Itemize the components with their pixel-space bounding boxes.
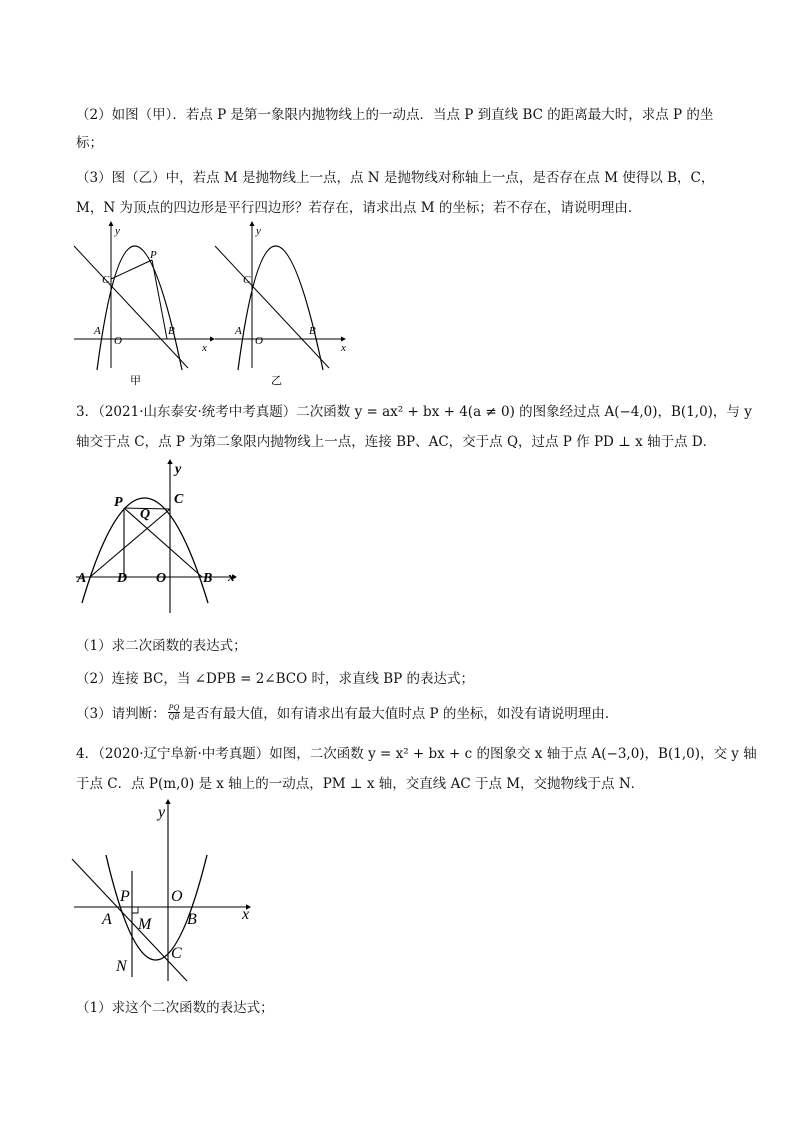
q4-line2: 于点 C．点 P(m,0) 是 x 轴上的一动点，PM ⊥ x 轴，交直线 AC 于点 M，交抛物线于点 N． xyxy=(76,776,645,792)
q3-sub3-rest: 是否有最大值，如有请求出有最大值时点 P 的坐标，如没有请说明理由． xyxy=(182,706,619,722)
label-o: O xyxy=(156,571,167,586)
label-c: C xyxy=(171,945,182,962)
q3-line1: 3．（2021·山东泰安·统考中考真题）二次函数 y = ax² + bx + 4(a ≠ 0) 的图象经过点 A(−4,0)，B(1,0)，与 y xyxy=(76,404,752,420)
figure-q3 xyxy=(76,458,256,618)
label-b: B xyxy=(309,325,316,337)
q3-sub1: （1）求二次函数的表达式； xyxy=(76,638,247,654)
q4-sub1: （1）求这个二次函数的表达式； xyxy=(76,1000,274,1016)
figure-q4 xyxy=(70,795,270,985)
line-bc xyxy=(215,246,329,368)
label-p: P xyxy=(120,888,130,905)
label-b: B xyxy=(187,911,197,928)
q3-line2: 轴交于点 C，点 P 为第二象限内抛物线上一点，连接 BP、AC，交于点 Q，过点 P 作 PD ⊥ x 轴于点 D． xyxy=(76,434,717,450)
label-o: O xyxy=(114,335,122,347)
q2-part2-line1: （2）如图（甲）．若点 P 是第一象限内抛物线上的一动点．当点 P 到直线 BC 的距离最大时，求点 P 的坐 xyxy=(76,107,714,123)
label-y: y xyxy=(158,804,166,821)
label-m: M xyxy=(138,916,152,933)
label-d: D xyxy=(117,571,128,586)
label-p: P xyxy=(150,249,157,261)
parabola xyxy=(97,246,182,370)
label-c: C xyxy=(102,274,110,286)
fraction-denominator: QB xyxy=(168,711,180,721)
label-a: A xyxy=(102,911,112,928)
label-c: C xyxy=(174,492,184,507)
parabola xyxy=(238,246,323,370)
label-y: y xyxy=(175,462,182,477)
caption-yi: 乙 xyxy=(271,374,282,387)
fraction-numerator: PQ xyxy=(168,702,180,712)
q3-sub3 xyxy=(76,702,618,722)
label-b: B xyxy=(168,325,175,337)
line-ac xyxy=(72,859,187,981)
label-x: x xyxy=(228,569,235,584)
label-y: y xyxy=(115,225,120,237)
label-x: x xyxy=(242,906,250,923)
caption-jia: 甲 xyxy=(130,374,141,387)
q2-part3-line1: （3）图（乙）中，若点 M 是抛物线上一点，点 N 是抛物线对称轴上一点，是否存在点 M 使得以 B，C， xyxy=(76,170,715,186)
q2-part3-line2: M，N 为顶点的四边形是平行四边形？若存在，请求出点 M 的坐标；若不存在，请说明理由． xyxy=(76,200,642,216)
fraction-pq-qb xyxy=(168,704,181,721)
label-b: B xyxy=(203,571,213,586)
right-angle-mark xyxy=(132,907,138,913)
segment-ac xyxy=(90,509,170,577)
label-p: P xyxy=(114,495,123,510)
label-o: O xyxy=(171,888,183,905)
label-a: A xyxy=(77,571,87,586)
q4-line1: 4．（2020·辽宁阜新·中考真题）如图，二次函数 y = x² + bx + c 的图象交 x 轴于点 A(−3,0)，B(1,0)，交 y 轴 xyxy=(76,746,757,762)
line-bc xyxy=(74,246,188,368)
figure-yi xyxy=(215,222,355,392)
label-a: A xyxy=(94,325,101,337)
q3-sub3-prefix: （3）请判断： xyxy=(76,706,166,722)
q2-part2-line2: 标； xyxy=(76,135,103,151)
label-x: x xyxy=(202,342,207,354)
label-x: x xyxy=(341,342,346,354)
label-y: y xyxy=(256,225,261,237)
label-c: C xyxy=(243,274,251,286)
label-n: N xyxy=(116,958,127,975)
figure-jia xyxy=(74,222,214,392)
label-a: A xyxy=(235,325,242,337)
q3-sub2: （2）连接 BC，当 ∠DPB = 2∠BCO 时，求直线 BP 的表达式； xyxy=(76,671,475,687)
label-q: Q xyxy=(140,507,151,522)
segment-pb xyxy=(124,508,202,577)
label-o: O xyxy=(255,335,263,347)
